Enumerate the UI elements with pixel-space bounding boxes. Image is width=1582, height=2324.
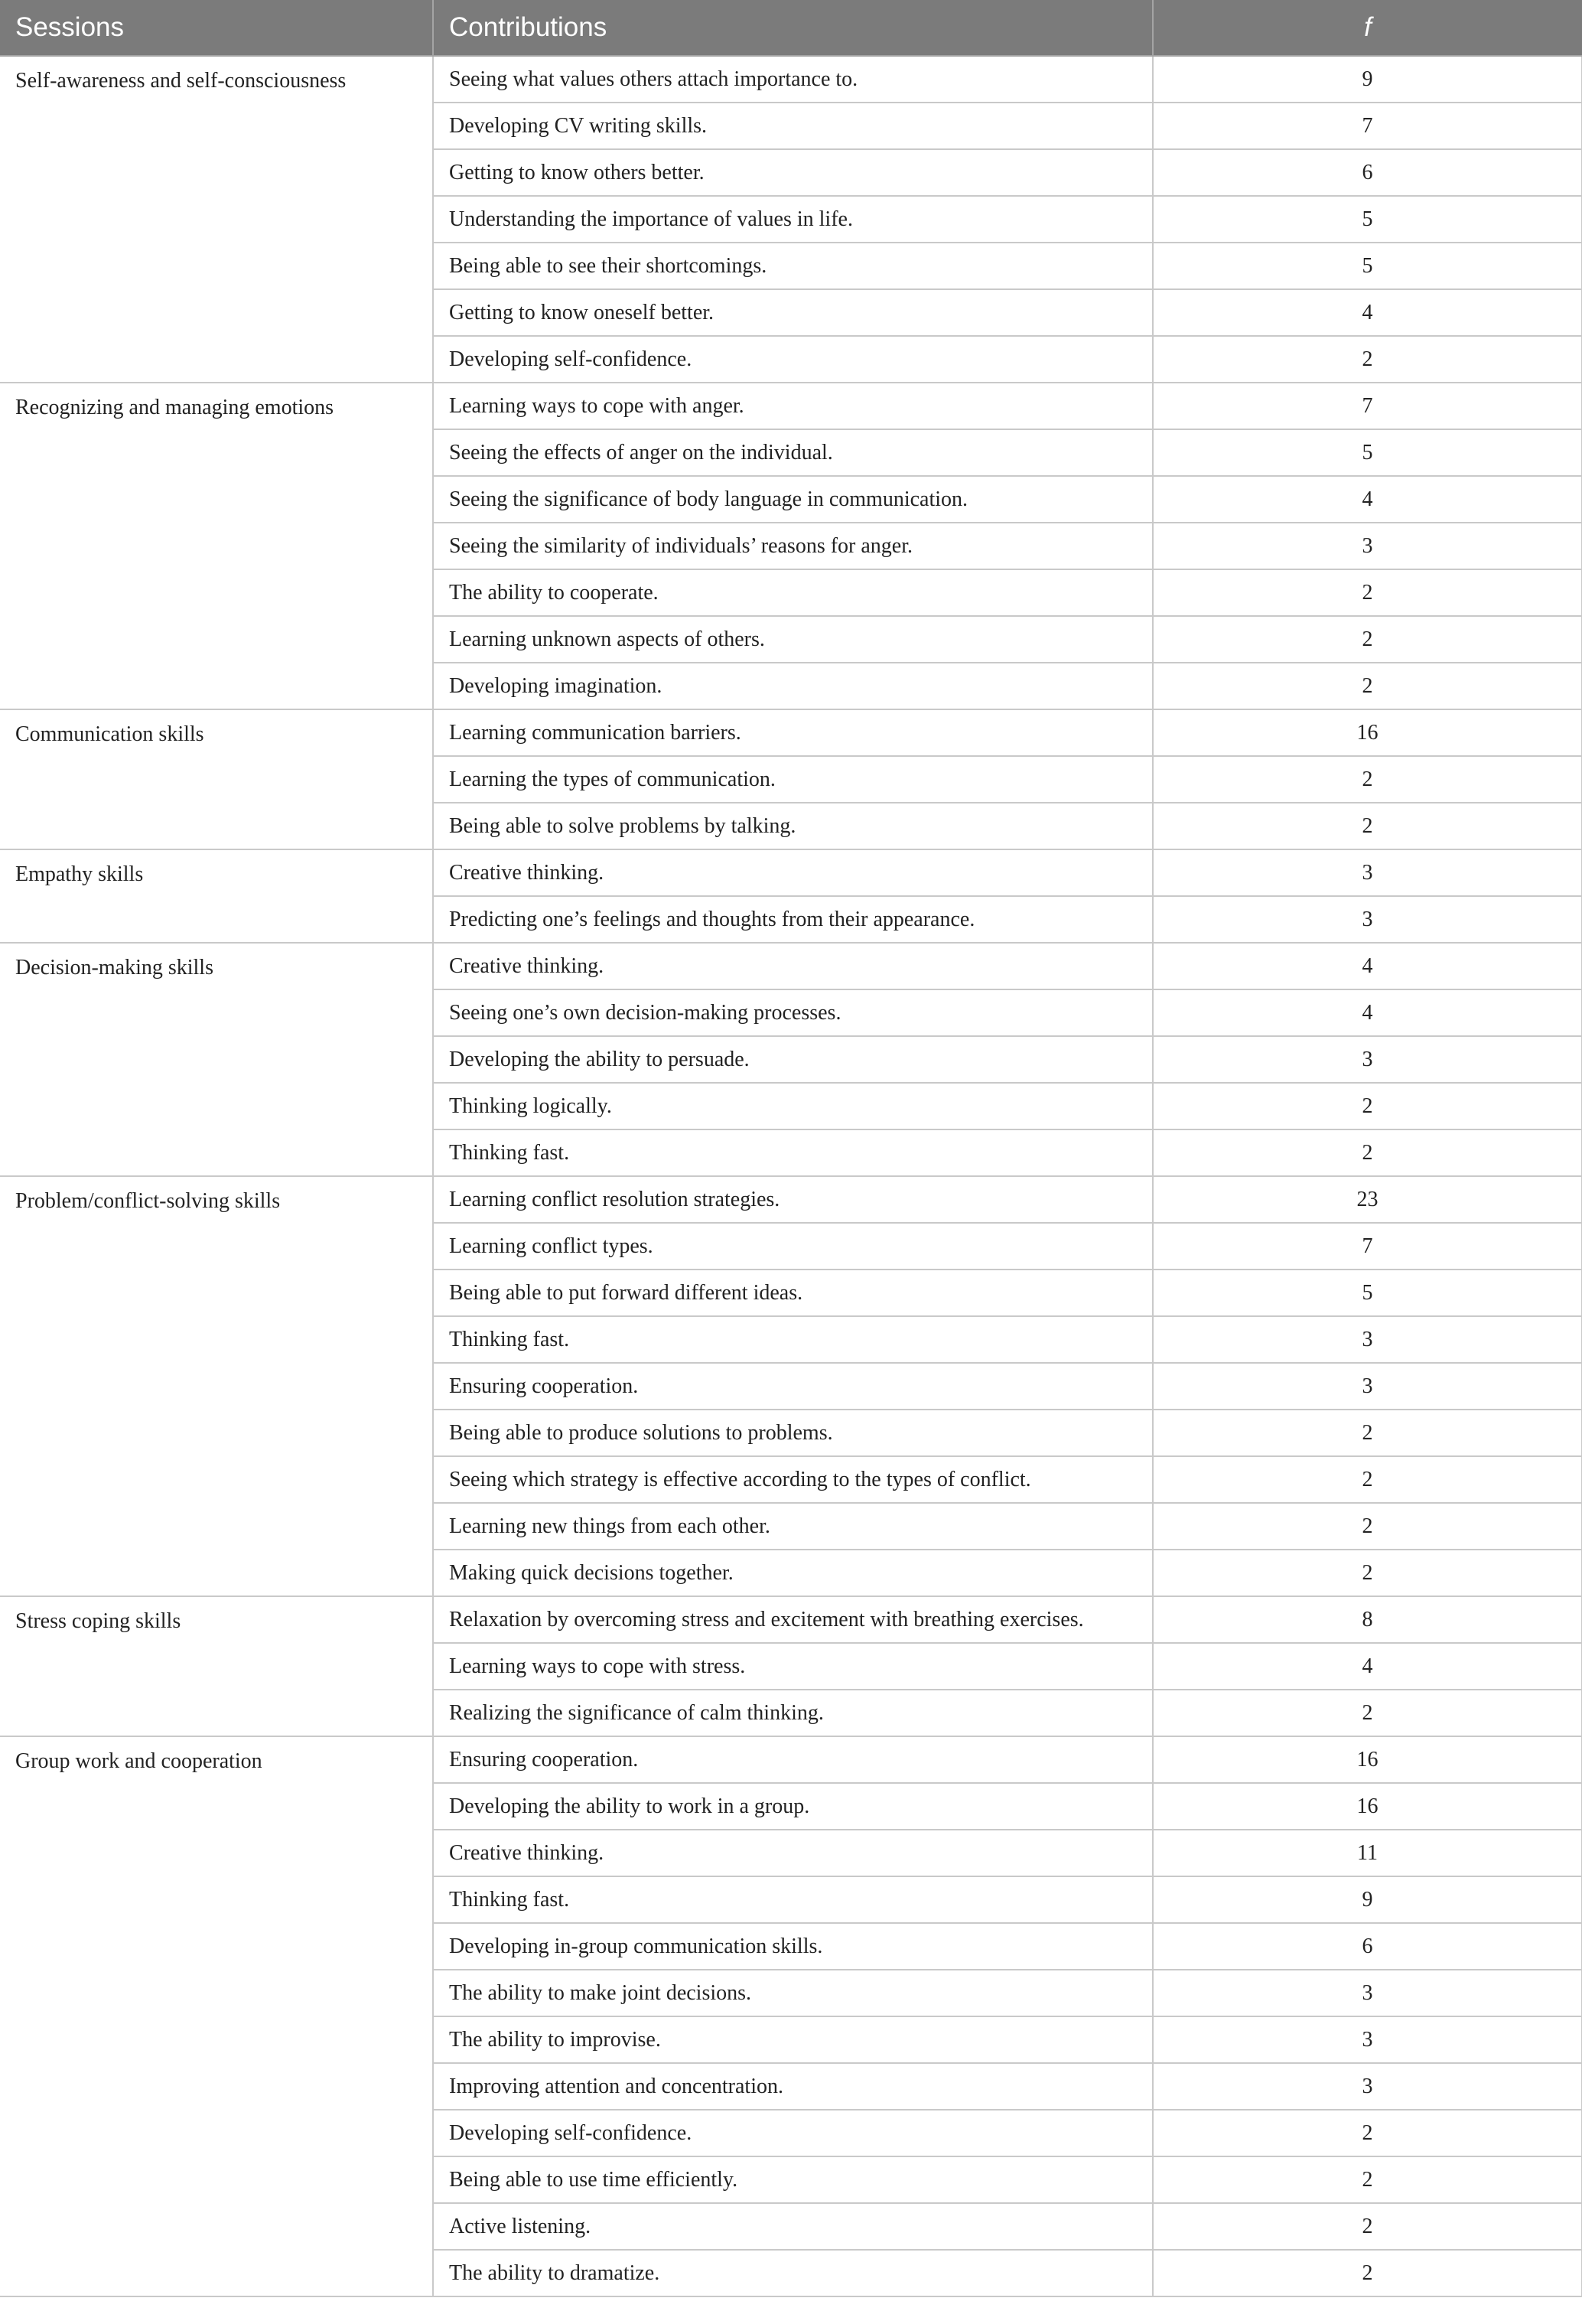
table-row xyxy=(0,1596,1582,1643)
contribution-cell: The ability to make joint decisions. xyxy=(433,1970,1153,2016)
contribution-cell: Active listening. xyxy=(433,2203,1153,2250)
session-cell: Decision-making skills xyxy=(0,943,433,1176)
session-cell: Group work and cooperation xyxy=(0,1736,433,2296)
frequency-cell: 7 xyxy=(1153,1223,1582,1270)
frequency-cell: 7 xyxy=(1153,383,1582,429)
contribution-cell: Getting to know others better. xyxy=(433,149,1153,196)
session-cell: Self-awareness and self-consciousness xyxy=(0,56,433,383)
contribution-cell: Seeing the similarity of individuals’ reasons for anger. xyxy=(433,523,1153,569)
contribution-cell: Being able to use time efficiently. xyxy=(433,2156,1153,2203)
contribution-cell: Developing the ability to work in a group. xyxy=(433,1783,1153,1830)
frequency-cell: 2 xyxy=(1153,1456,1582,1503)
contribution-cell: Learning new things from each other. xyxy=(433,1503,1153,1550)
frequency-cell: 2 xyxy=(1153,663,1582,709)
session-cell: Stress coping skills xyxy=(0,1596,433,1736)
frequency-cell: 16 xyxy=(1153,709,1582,756)
frequency-cell: 6 xyxy=(1153,149,1582,196)
contribution-cell: Seeing the significance of body language in communication. xyxy=(433,476,1153,523)
frequency-cell: 2 xyxy=(1153,1550,1582,1596)
contribution-cell: Thinking fast. xyxy=(433,1876,1153,1923)
contribution-cell: Being able to produce solutions to problems. xyxy=(433,1410,1153,1456)
frequency-cell: 3 xyxy=(1153,896,1582,943)
header-contributions: Contributions xyxy=(433,0,1153,56)
frequency-cell: 9 xyxy=(1153,56,1582,103)
contribution-cell: Developing in-group communication skills. xyxy=(433,1923,1153,1970)
header-sessions: Sessions xyxy=(0,0,433,56)
table-row xyxy=(0,943,1582,989)
frequency-cell: 3 xyxy=(1153,849,1582,896)
frequency-cell: 4 xyxy=(1153,1643,1582,1690)
contribution-cell: Creative thinking. xyxy=(433,1830,1153,1876)
contribution-cell: Creative thinking. xyxy=(433,943,1153,989)
frequency-cell: 16 xyxy=(1153,1783,1582,1830)
frequency-cell: 2 xyxy=(1153,1690,1582,1736)
table-row xyxy=(0,849,1582,896)
frequency-cell: 5 xyxy=(1153,429,1582,476)
contribution-cell: Being able to solve problems by talking. xyxy=(433,803,1153,849)
contribution-cell: Learning conflict resolution strategies. xyxy=(433,1176,1153,1223)
frequency-cell: 3 xyxy=(1153,1316,1582,1363)
table-header-row xyxy=(0,0,1582,56)
frequency-cell: 3 xyxy=(1153,1036,1582,1083)
frequency-cell: 2 xyxy=(1153,569,1582,616)
contribution-cell: The ability to dramatize. xyxy=(433,2250,1153,2296)
contribution-cell: Learning conflict types. xyxy=(433,1223,1153,1270)
contribution-cell: Seeing the effects of anger on the individual. xyxy=(433,429,1153,476)
table-row xyxy=(0,1176,1582,1223)
table-row xyxy=(0,1736,1582,1783)
frequency-cell: 9 xyxy=(1153,1876,1582,1923)
contribution-cell: Seeing one’s own decision-making processes. xyxy=(433,989,1153,1036)
contribution-cell: Understanding the importance of values in life. xyxy=(433,196,1153,243)
frequency-cell: 2 xyxy=(1153,803,1582,849)
frequency-cell: 8 xyxy=(1153,1596,1582,1643)
frequency-cell: 5 xyxy=(1153,243,1582,289)
contribution-cell: Thinking logically. xyxy=(433,1083,1153,1129)
contribution-cell: Learning ways to cope with stress. xyxy=(433,1643,1153,1690)
header-frequency: f xyxy=(1153,0,1582,56)
contribution-cell: Relaxation by overcoming stress and excitement with breathing exercises. xyxy=(433,1596,1153,1643)
frequency-cell: 2 xyxy=(1153,756,1582,803)
frequency-cell: 2 xyxy=(1153,2203,1582,2250)
contribution-cell: Being able to see their shortcomings. xyxy=(433,243,1153,289)
frequency-cell: 5 xyxy=(1153,196,1582,243)
contribution-cell: Being able to put forward different ideas. xyxy=(433,1270,1153,1316)
contribution-cell: Creative thinking. xyxy=(433,849,1153,896)
contribution-cell: Improving attention and concentration. xyxy=(433,2063,1153,2110)
frequency-cell: 6 xyxy=(1153,1923,1582,1970)
table-row xyxy=(0,56,1582,103)
contribution-cell: Seeing which strategy is effective according to the types of conflict. xyxy=(433,1456,1153,1503)
contribution-cell: Developing self-confidence. xyxy=(433,2110,1153,2156)
contribution-cell: The ability to improvise. xyxy=(433,2016,1153,2063)
frequency-cell: 16 xyxy=(1153,1736,1582,1783)
frequency-cell: 2 xyxy=(1153,1410,1582,1456)
frequency-cell: 2 xyxy=(1153,616,1582,663)
frequency-cell: 2 xyxy=(1153,2156,1582,2203)
contribution-cell: Ensuring cooperation. xyxy=(433,1736,1153,1783)
frequency-cell: 2 xyxy=(1153,2250,1582,2296)
frequency-cell: 2 xyxy=(1153,1083,1582,1129)
contribution-cell: The ability to cooperate. xyxy=(433,569,1153,616)
table-row xyxy=(0,709,1582,756)
frequency-cell: 3 xyxy=(1153,1363,1582,1410)
contribution-cell: Seeing what values others attach importance to. xyxy=(433,56,1153,103)
contribution-cell: Realizing the significance of calm thinking. xyxy=(433,1690,1153,1736)
table-row xyxy=(0,383,1582,429)
frequency-cell: 4 xyxy=(1153,476,1582,523)
contribution-cell: Ensuring cooperation. xyxy=(433,1363,1153,1410)
contribution-cell: Developing the ability to persuade. xyxy=(433,1036,1153,1083)
frequency-cell: 7 xyxy=(1153,103,1582,149)
frequency-cell: 4 xyxy=(1153,989,1582,1036)
contribution-cell: Developing imagination. xyxy=(433,663,1153,709)
table-body xyxy=(0,56,1582,2296)
frequency-cell: 3 xyxy=(1153,2016,1582,2063)
contribution-cell: Thinking fast. xyxy=(433,1316,1153,1363)
frequency-cell: 2 xyxy=(1153,1503,1582,1550)
contribution-cell: Thinking fast. xyxy=(433,1129,1153,1176)
contribution-cell: Developing CV writing skills. xyxy=(433,103,1153,149)
frequency-cell: 2 xyxy=(1153,1129,1582,1176)
contribution-cell: Developing self-confidence. xyxy=(433,336,1153,383)
frequency-cell: 5 xyxy=(1153,1270,1582,1316)
session-cell: Recognizing and managing emotions xyxy=(0,383,433,709)
contribution-cell: Predicting one’s feelings and thoughts from their appearance. xyxy=(433,896,1153,943)
frequency-cell: 3 xyxy=(1153,2063,1582,2110)
session-cell: Communication skills xyxy=(0,709,433,849)
frequency-cell: 4 xyxy=(1153,289,1582,336)
contribution-cell: Learning unknown aspects of others. xyxy=(433,616,1153,663)
contribution-cell: Learning communication barriers. xyxy=(433,709,1153,756)
contribution-cell: Learning ways to cope with anger. xyxy=(433,383,1153,429)
contribution-cell: Learning the types of communication. xyxy=(433,756,1153,803)
frequency-cell: 2 xyxy=(1153,336,1582,383)
session-cell: Empathy skills xyxy=(0,849,433,943)
frequency-cell: 2 xyxy=(1153,2110,1582,2156)
frequency-cell: 4 xyxy=(1153,943,1582,989)
contribution-cell: Making quick decisions together. xyxy=(433,1550,1153,1596)
session-cell: Problem/conflict-solving skills xyxy=(0,1176,433,1596)
frequency-cell: 23 xyxy=(1153,1176,1582,1223)
frequency-cell: 11 xyxy=(1153,1830,1582,1876)
frequency-cell: 3 xyxy=(1153,523,1582,569)
frequency-cell: 3 xyxy=(1153,1970,1582,2016)
contribution-cell: Getting to know oneself better. xyxy=(433,289,1153,336)
